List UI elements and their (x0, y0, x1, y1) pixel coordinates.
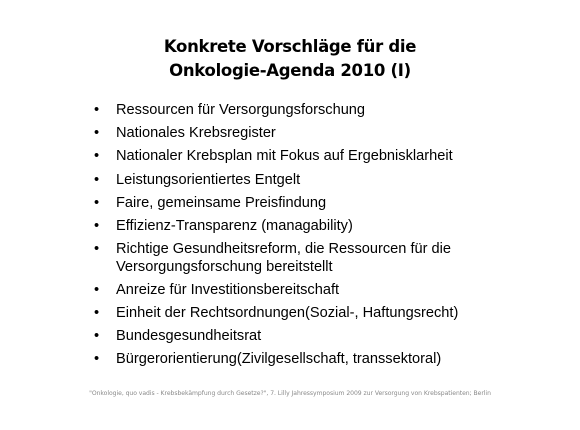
bullet-icon: • (94, 194, 100, 211)
slide-title (0, 35, 580, 83)
bullet-icon: • (94, 241, 100, 258)
bullet-text: Nationaler Krebsplan mit Fokus auf Ergebnisklarheit (116, 148, 453, 165)
bullet-item (90, 102, 510, 120)
bullet-icon: • (94, 328, 100, 345)
bullet-icon: • (94, 102, 100, 118)
slide-title-line-1: Konkrete Vorschläge für die (163, 37, 417, 56)
bullet-icon: • (94, 305, 100, 322)
bullet-text: Bundesgesundheitsrat (116, 328, 262, 345)
bullet-icon: • (94, 148, 100, 165)
bullet-item (90, 148, 510, 166)
bullet-item (90, 328, 510, 346)
bullet-text: Faire, gemeinsame Preisfindung (116, 194, 327, 211)
bullet-icon: • (94, 281, 100, 298)
bullet-item (90, 282, 510, 300)
bullet-icon: • (94, 217, 100, 234)
bullet-item (90, 218, 510, 236)
bullet-item (90, 305, 510, 323)
bullet-item (90, 351, 510, 369)
bullet-icon: • (94, 125, 100, 142)
bullet-text: Nationales Krebsregister (116, 125, 276, 142)
bullet-icon: • (94, 351, 100, 368)
slide-footer-citation: "Onkologie, quo vadis - Krebsbekämpfung durch Gesetze?", 7. Lilly Jahressymposium 2009 zur Versorgung von Krebspatienten; Berlin (89, 390, 491, 397)
bullet-list (90, 102, 510, 375)
bullet-text: Bürgerorientierung(Zivilgesellschaft, transsektoral) (116, 351, 442, 368)
bullet-item (90, 195, 510, 213)
bullet-item (90, 241, 510, 276)
bullet-text: Einheit der Rechtsordnungen(Sozial-, Haftungsrecht) (116, 305, 459, 322)
bullet-text: Effizienz-Transparenz (managability) (116, 217, 353, 234)
bullet-item (90, 125, 510, 143)
bullet-text: Ressourcen für Versorgungsforschung (116, 102, 366, 118)
bullet-text: Richtige Gesundheitsreform, die Ressourcen für die Versorgungsforschung bereitstellt (116, 241, 452, 275)
bullet-text: Anreize für Investitionsbereitschaft (116, 281, 340, 298)
bullet-item (90, 172, 510, 190)
slide-title-line-2: Onkologie-Agenda 2010 (I) (169, 61, 411, 80)
bullet-icon: • (94, 171, 100, 188)
bullet-text: Leistungsorientiertes Entgelt (116, 171, 301, 188)
